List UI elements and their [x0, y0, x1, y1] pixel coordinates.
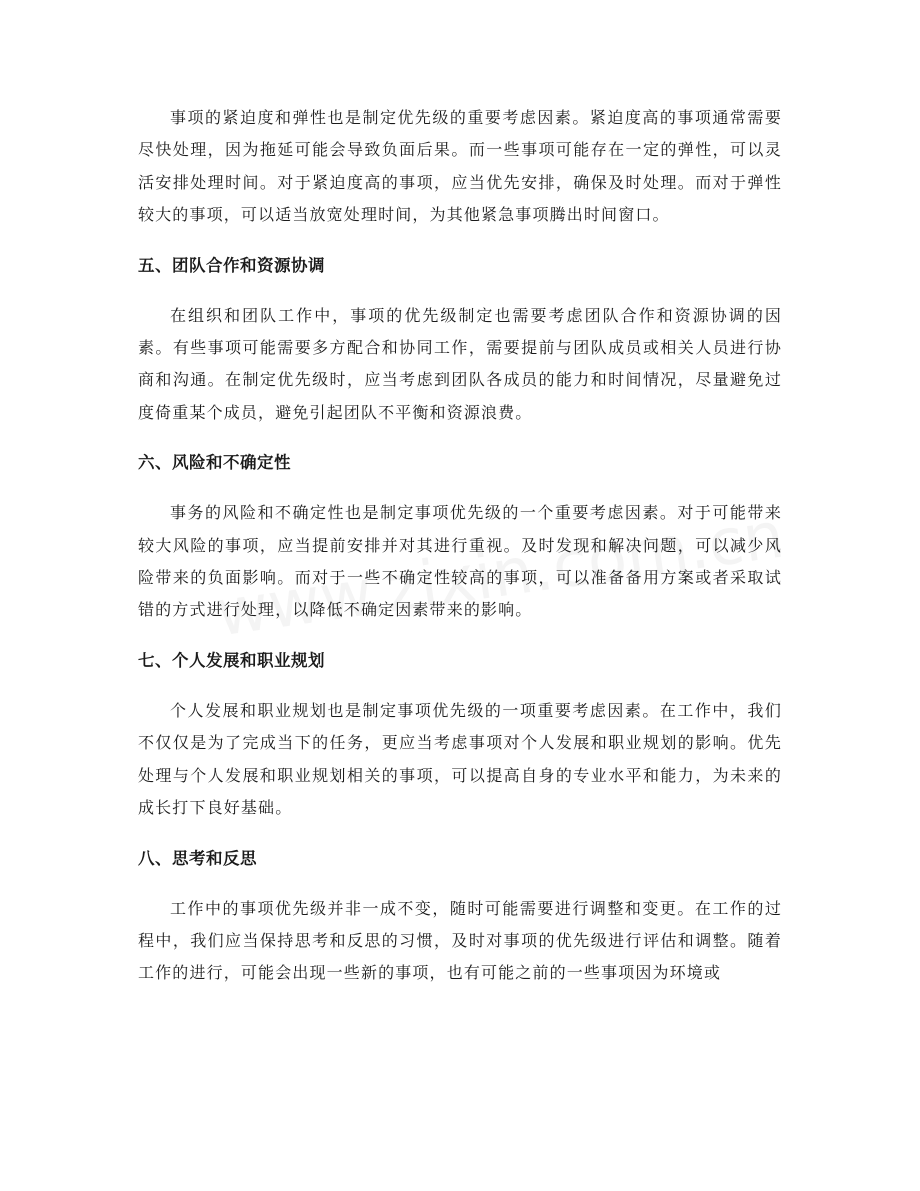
section-heading-reflection: 八、思考和反思 — [138, 848, 257, 868]
section-heading-team-cooperation: 五、团队合作和资源协调 — [138, 255, 325, 275]
section-heading-risk: 六、风险和不确定性 — [138, 453, 291, 473]
section-heading-career: 七、个人发展和职业规划 — [138, 650, 325, 670]
paragraph-reflection: 工作中的事项优先级并非一成不变，随时可能需要进行调整和变更。在工作的过程中，我们应当保持思考和反思的习惯，及时对事项的优先级进行评估和调整。随着工作的进行，可能会出现一些新的事项，也有可能之前的一些事项因为环境或 — [138, 898, 782, 983]
paragraph-team-cooperation: 在组织和团队工作中，事项的优先级制定也需要考虑团队合作和资源协调的因素。有些事项可能需要多方配合和协同工作，需要提前与团队成员或相关人员进行协商和沟通。在制定优先级时，应当考虑到团队各成员的能力和时间情况，尽量避免过度倚重某个成员，避免引起团队不平衡和资源浪费。 — [138, 305, 782, 422]
document-page — [138, 102, 782, 990]
paragraph-urgency-flexibility: 事项的紧迫度和弹性也是制定优先级的重要考虑因素。紧迫度高的事项通常需要尽快处理，因为拖延可能会导致负面后果。而一些事项可能存在一定的弹性，可以灵活安排处理时间。对于紧迫度高的事项，应当优先安排，确保及时处理。而对于弹性较大的事项，可以适当放宽处理时间，为其他紧急事项腾出时间窗口。 — [138, 108, 782, 225]
paragraph-career: 个人发展和职业规划也是制定事项优先级的一项重要考虑因素。在工作中，我们不仅仅是为了完成当下的任务，更应当考虑事项对个人发展和职业规划的影响。优先处理与个人发展和职业规划相关的事项，可以提高自身的专业水平和能力，为未来的成长打下良好基础。 — [138, 700, 782, 818]
paragraph-risk: 事务的风险和不确定性也是制定事项优先级的一个重要考虑因素。对于可能带来较大风险的事项，应当提前安排并对其进行重视。及时发现和解决问题，可以减少风险带来的负面影响。而对于一些不确定性较高的事项，可以准备备用方案或者采取试错的方式进行处理，以降低不确定因素带来的影响。 — [138, 503, 782, 620]
